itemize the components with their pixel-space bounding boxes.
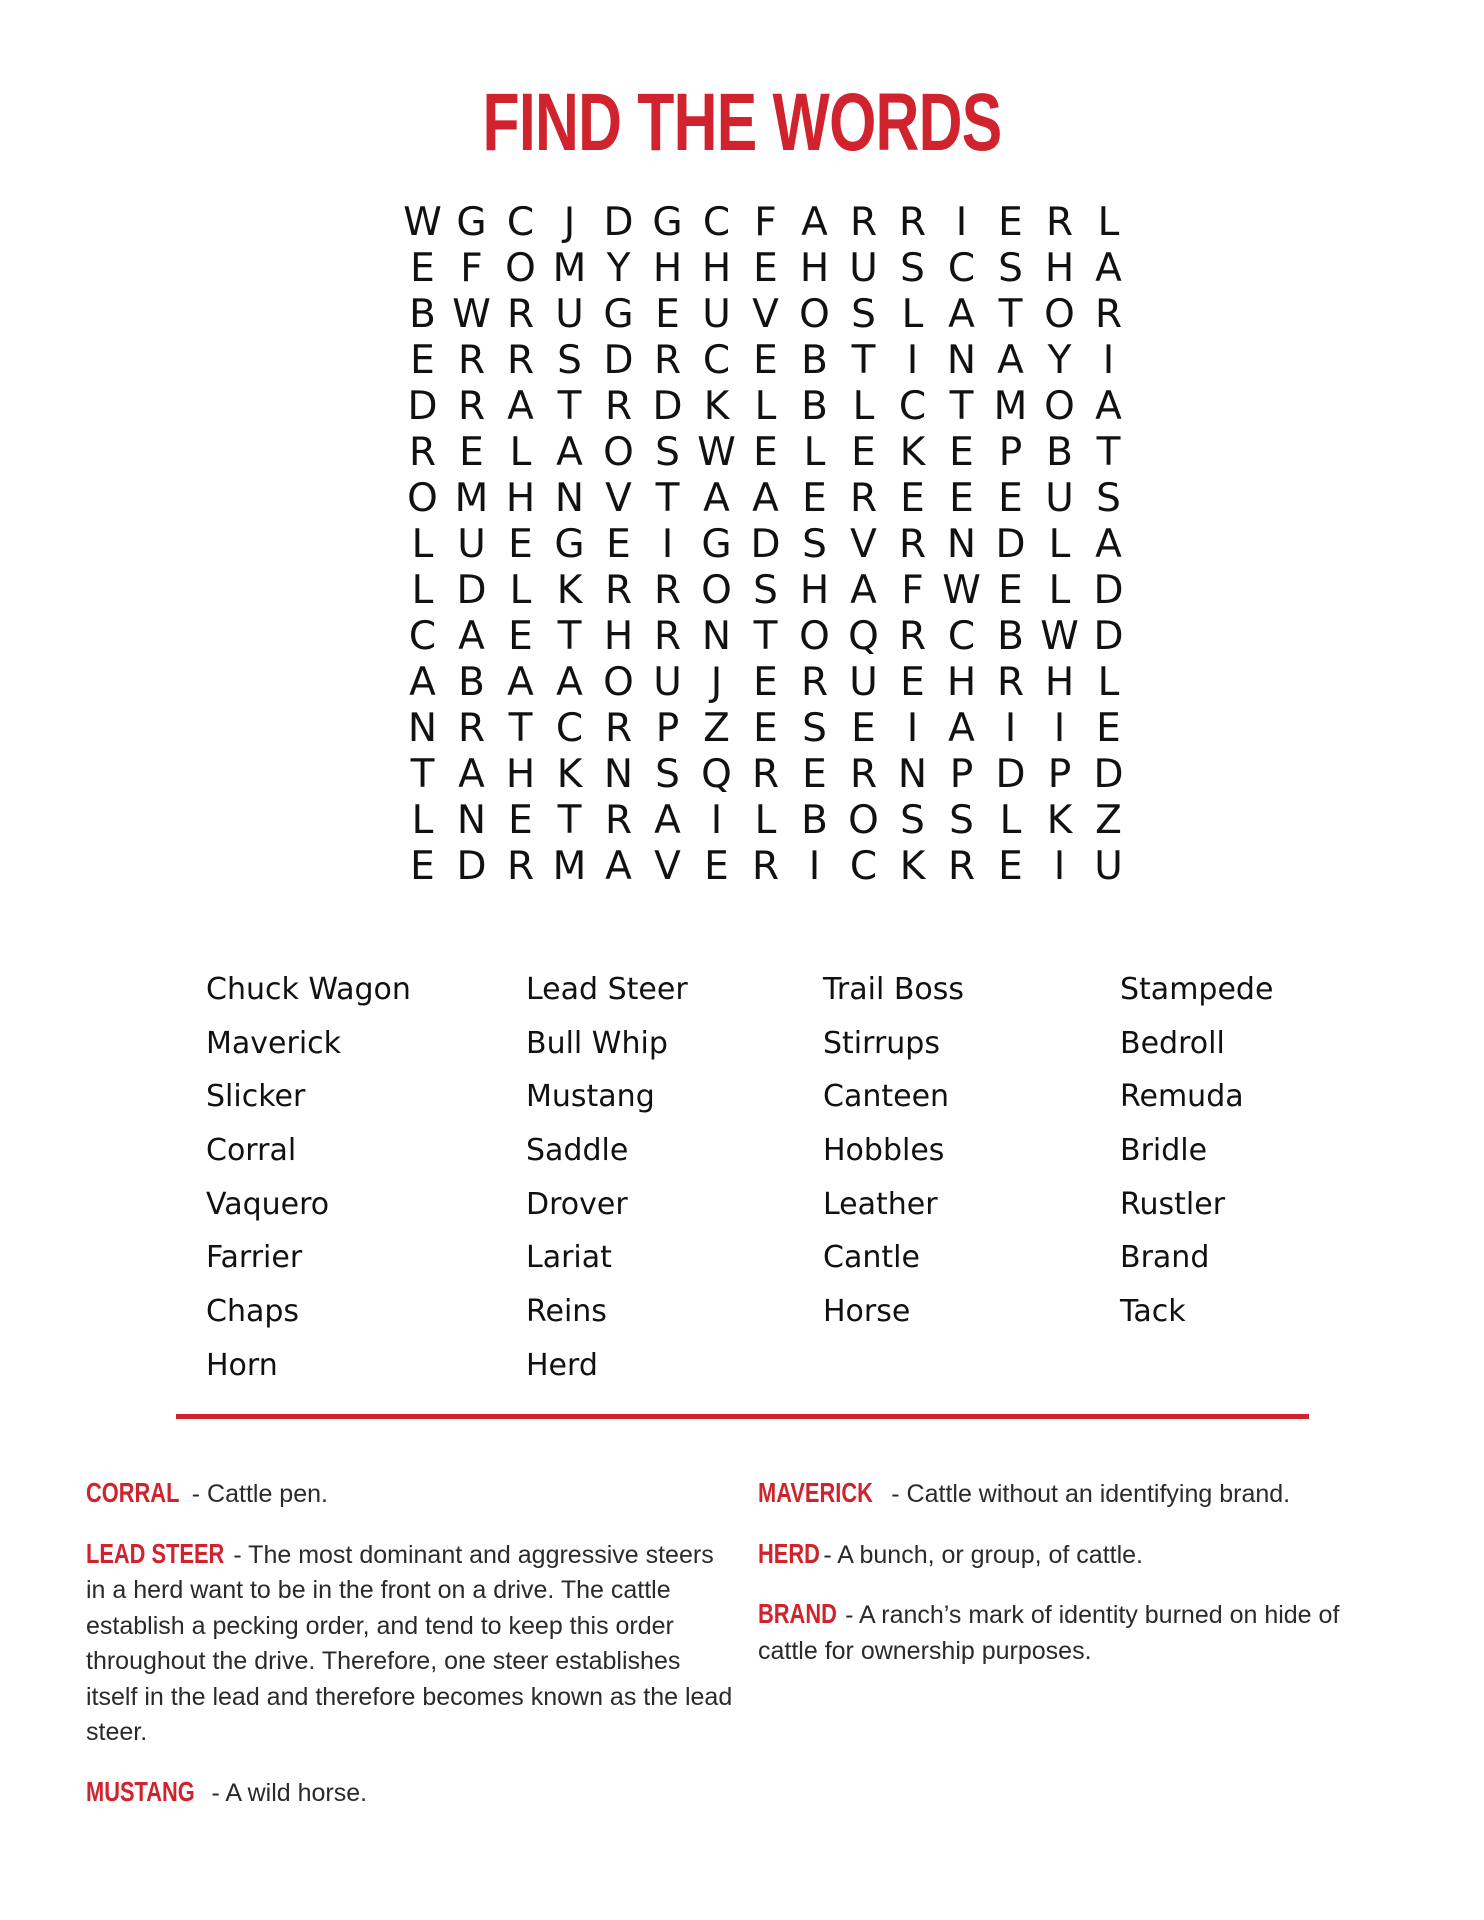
definition-brand bbox=[758, 1596, 1378, 1669]
grid-letter: L bbox=[1097, 660, 1120, 705]
grid-letter: E bbox=[655, 292, 680, 337]
word-list-item: Lariat bbox=[526, 1240, 612, 1276]
word-list-item: Slicker bbox=[206, 1079, 306, 1115]
grid-letter: B bbox=[997, 614, 1024, 659]
grid-letter: E bbox=[459, 430, 484, 475]
grid-letter: B bbox=[409, 292, 436, 337]
definition-maverick bbox=[758, 1475, 1378, 1513]
grid-letter: R bbox=[751, 752, 780, 797]
grid-letter: I bbox=[661, 522, 674, 567]
grid-letter: V bbox=[605, 476, 632, 521]
grid-letter: N bbox=[701, 614, 732, 659]
grid-letter: C bbox=[408, 614, 437, 659]
grid-letter: S bbox=[655, 752, 680, 797]
grid-letter: C bbox=[702, 200, 731, 245]
grid-letter: D bbox=[407, 384, 438, 429]
grid-letter: V bbox=[654, 844, 681, 889]
grid-letter: W bbox=[1040, 614, 1079, 659]
grid-row bbox=[398, 660, 1133, 706]
grid-letter: S bbox=[557, 338, 582, 383]
grid-letter: E bbox=[802, 476, 827, 521]
grid-letter: V bbox=[850, 522, 877, 567]
grid-letter: R bbox=[996, 660, 1025, 705]
word-search-grid bbox=[398, 200, 1133, 890]
grid-letter: N bbox=[603, 752, 634, 797]
word-list-item: Canteen bbox=[823, 1079, 950, 1115]
grid-letter: O bbox=[1044, 292, 1075, 337]
grid-letter: E bbox=[998, 476, 1023, 521]
grid-letter: M bbox=[454, 476, 489, 521]
grid-letter: T bbox=[508, 706, 533, 751]
grid-row bbox=[398, 844, 1133, 890]
grid-letter: W bbox=[942, 568, 981, 613]
grid-letter: R bbox=[1045, 200, 1074, 245]
definition-lead-steer bbox=[86, 1536, 736, 1751]
grid-letter: E bbox=[802, 752, 827, 797]
grid-letter: M bbox=[993, 384, 1028, 429]
grid-letter: K bbox=[899, 844, 926, 889]
grid-letter: E bbox=[508, 798, 533, 843]
grid-letter: R bbox=[849, 200, 878, 245]
grid-letter: O bbox=[505, 246, 536, 291]
grid-letter: H bbox=[799, 246, 830, 291]
grid-letter: E bbox=[851, 430, 876, 475]
grid-letter: R bbox=[653, 568, 682, 613]
grid-letter: A bbox=[654, 798, 681, 843]
definition-term: MUSTANG bbox=[86, 1775, 195, 1807]
grid-letter: O bbox=[603, 660, 634, 705]
definition-text: - Cattle pen. bbox=[191, 1480, 328, 1508]
grid-letter: E bbox=[508, 614, 533, 659]
grid-letter: R bbox=[849, 752, 878, 797]
grid-letter: K bbox=[1046, 798, 1073, 843]
grid-letter: L bbox=[754, 798, 777, 843]
grid-letter: E bbox=[753, 338, 778, 383]
grid-letter: J bbox=[710, 660, 723, 705]
grid-letter: N bbox=[897, 752, 928, 797]
grid-letter: A bbox=[1095, 246, 1122, 291]
grid-letter: E bbox=[410, 844, 435, 889]
grid-letter: T bbox=[753, 614, 778, 659]
grid-letter: S bbox=[851, 292, 876, 337]
grid-letter: S bbox=[949, 798, 974, 843]
word-list-item: Drover bbox=[526, 1186, 628, 1222]
grid-letter: C bbox=[947, 614, 976, 659]
grid-letter: E bbox=[704, 844, 729, 889]
grid-letter: A bbox=[409, 660, 436, 705]
word-list-column bbox=[823, 970, 964, 1346]
grid-letter: D bbox=[603, 200, 634, 245]
grid-letter: R bbox=[604, 384, 633, 429]
grid-letter: A bbox=[1095, 522, 1122, 567]
grid-letter: R bbox=[604, 568, 633, 613]
definition-term: HERD bbox=[758, 1537, 820, 1569]
grid-letter: E bbox=[753, 430, 778, 475]
grid-letter: K bbox=[899, 430, 926, 475]
grid-letter: L bbox=[411, 798, 434, 843]
grid-letter: D bbox=[995, 752, 1026, 797]
word-list-item: Saddle bbox=[526, 1133, 629, 1169]
grid-letter: R bbox=[604, 706, 633, 751]
grid-letter: L bbox=[852, 384, 875, 429]
grid-letter: N bbox=[456, 798, 487, 843]
grid-letter: E bbox=[410, 338, 435, 383]
definition-text: - Cattle without an identifying brand. bbox=[891, 1480, 1291, 1508]
grid-letter: R bbox=[506, 844, 535, 889]
grid-letter: M bbox=[552, 844, 587, 889]
grid-letter: Q bbox=[701, 752, 732, 797]
grid-letter: A bbox=[948, 706, 975, 751]
grid-letter: T bbox=[998, 292, 1023, 337]
word-list-item: Vaquero bbox=[206, 1186, 330, 1222]
grid-letter: P bbox=[998, 430, 1023, 475]
grid-letter: D bbox=[456, 568, 487, 613]
grid-letter: D bbox=[750, 522, 781, 567]
grid-letter: F bbox=[901, 568, 924, 613]
word-list-column bbox=[206, 970, 411, 1400]
grid-letter: S bbox=[1096, 476, 1121, 521]
grid-letter: L bbox=[1048, 568, 1071, 613]
grid-letter: A bbox=[752, 476, 779, 521]
grid-row bbox=[398, 200, 1133, 246]
grid-letter: H bbox=[652, 246, 683, 291]
word-list-item: Brand bbox=[1120, 1240, 1210, 1276]
grid-letter: L bbox=[509, 568, 532, 613]
grid-letter: L bbox=[999, 798, 1022, 843]
grid-letter: E bbox=[606, 522, 631, 567]
grid-letter: R bbox=[457, 384, 486, 429]
grid-letter: E bbox=[949, 476, 974, 521]
grid-letter: E bbox=[753, 246, 778, 291]
definition-term: LEAD STEER bbox=[86, 1537, 225, 1569]
grid-letter: W bbox=[403, 200, 442, 245]
grid-letter: K bbox=[703, 384, 730, 429]
grid-letter: I bbox=[1053, 844, 1066, 889]
grid-letter: E bbox=[900, 476, 925, 521]
word-list-item: Maverick bbox=[206, 1025, 342, 1061]
grid-letter: R bbox=[604, 798, 633, 843]
grid-letter: H bbox=[505, 752, 536, 797]
definition-term: CORRAL bbox=[86, 1477, 180, 1508]
word-list-item: Bull Whip bbox=[526, 1025, 668, 1061]
grid-letter: O bbox=[701, 568, 732, 613]
grid-letter: A bbox=[507, 384, 534, 429]
word-list-item: Reins bbox=[526, 1294, 607, 1330]
grid-letter: C bbox=[947, 246, 976, 291]
grid-letter: I bbox=[1102, 338, 1115, 383]
word-list-item: Corral bbox=[206, 1133, 297, 1169]
grid-letter: E bbox=[998, 568, 1023, 613]
word-list-item: Tack bbox=[1120, 1294, 1186, 1330]
grid-letter: N bbox=[554, 476, 585, 521]
definition-term: BRAND bbox=[758, 1598, 837, 1629]
grid-letter: R bbox=[1094, 292, 1123, 337]
grid-letter: N bbox=[407, 706, 438, 751]
grid-letter: T bbox=[557, 614, 582, 659]
grid-letter: W bbox=[697, 430, 736, 475]
definition-herd bbox=[758, 1536, 1378, 1574]
grid-letter: B bbox=[801, 798, 828, 843]
word-list-item: Trail Boss bbox=[823, 972, 965, 1007]
grid-letter: R bbox=[849, 476, 878, 521]
grid-letter: A bbox=[997, 338, 1024, 383]
grid-row bbox=[398, 614, 1133, 660]
grid-letter: O bbox=[603, 430, 634, 475]
grid-letter: F bbox=[460, 246, 483, 291]
grid-letter: T bbox=[1096, 430, 1121, 475]
grid-letter: Y bbox=[606, 246, 631, 291]
grid-letter: H bbox=[1044, 660, 1075, 705]
word-list-item: Bedroll bbox=[1120, 1025, 1225, 1061]
word-list-item: Farrier bbox=[206, 1240, 303, 1276]
definitions-right-column bbox=[758, 1475, 1378, 1692]
grid-letter: L bbox=[1097, 200, 1120, 245]
grid-letter: I bbox=[1004, 706, 1017, 751]
grid-letter: K bbox=[556, 568, 583, 613]
definition-mustang bbox=[86, 1774, 736, 1812]
word-list bbox=[206, 970, 1356, 1400]
grid-letter: A bbox=[458, 614, 485, 659]
grid-letter: H bbox=[603, 614, 634, 659]
grid-letter: S bbox=[802, 522, 827, 567]
grid-letter: T bbox=[557, 384, 582, 429]
grid-letter: G bbox=[554, 522, 585, 567]
word-list-item: Stampede bbox=[1120, 972, 1274, 1007]
section-divider bbox=[176, 1414, 1309, 1419]
definitions-left-column bbox=[86, 1475, 736, 1834]
grid-letter: P bbox=[1047, 752, 1072, 797]
grid-letter: Z bbox=[703, 706, 730, 751]
word-list-item: Rustler bbox=[1120, 1186, 1226, 1222]
grid-letter: O bbox=[407, 476, 438, 521]
grid-letter: D bbox=[1093, 568, 1124, 613]
grid-letter: R bbox=[457, 338, 486, 383]
grid-letter: E bbox=[998, 200, 1023, 245]
grid-letter: U bbox=[849, 660, 878, 705]
grid-letter: U bbox=[457, 522, 486, 567]
grid-letter: U bbox=[702, 292, 731, 337]
grid-letter: R bbox=[947, 844, 976, 889]
grid-letter: E bbox=[998, 844, 1023, 889]
word-list-item: Herd bbox=[526, 1347, 598, 1383]
grid-letter: R bbox=[898, 522, 927, 567]
grid-letter: R bbox=[457, 706, 486, 751]
grid-letter: R bbox=[751, 844, 780, 889]
grid-letter: U bbox=[849, 246, 878, 291]
grid-letter: V bbox=[752, 292, 779, 337]
definition-text: - A wild horse. bbox=[211, 1778, 368, 1807]
word-list-item: Cantle bbox=[823, 1240, 920, 1276]
grid-letter: E bbox=[900, 660, 925, 705]
grid-letter: A bbox=[801, 200, 828, 245]
word-list-item: Lead Steer bbox=[526, 972, 688, 1007]
grid-row bbox=[398, 246, 1133, 292]
grid-letter: A bbox=[948, 292, 975, 337]
grid-letter: D bbox=[995, 522, 1026, 567]
grid-letter: H bbox=[946, 660, 977, 705]
grid-letter: I bbox=[906, 338, 919, 383]
word-list-item: Hobbles bbox=[823, 1133, 945, 1169]
grid-row bbox=[398, 430, 1133, 476]
grid-letter: C bbox=[702, 338, 731, 383]
grid-letter: H bbox=[1044, 246, 1075, 291]
grid-letter: S bbox=[655, 430, 680, 475]
grid-letter: O bbox=[1044, 384, 1075, 429]
grid-letter: U bbox=[1045, 476, 1074, 521]
word-list-column bbox=[1120, 970, 1273, 1346]
grid-letter: G bbox=[603, 292, 634, 337]
definition-text: - A bunch, or group, of cattle. bbox=[823, 1540, 1143, 1569]
grid-letter: D bbox=[1093, 614, 1124, 659]
grid-row bbox=[398, 568, 1133, 614]
grid-letter: T bbox=[557, 798, 582, 843]
word-list-column bbox=[526, 970, 688, 1400]
grid-letter: C bbox=[849, 844, 878, 889]
grid-letter: B bbox=[801, 338, 828, 383]
grid-letter: H bbox=[701, 246, 732, 291]
grid-letter: E bbox=[851, 706, 876, 751]
grid-row bbox=[398, 798, 1133, 844]
grid-letter: S bbox=[900, 798, 925, 843]
grid-letter: C bbox=[898, 384, 927, 429]
grid-letter: U bbox=[555, 292, 584, 337]
grid-letter: K bbox=[556, 752, 583, 797]
grid-letter: A bbox=[458, 752, 485, 797]
grid-row bbox=[398, 292, 1133, 338]
page-title: FIND THE WORDS bbox=[482, 77, 1002, 168]
grid-letter: L bbox=[754, 384, 777, 429]
grid-letter: A bbox=[850, 568, 877, 613]
grid-letter: E bbox=[949, 430, 974, 475]
grid-letter: A bbox=[1095, 384, 1122, 429]
grid-letter: M bbox=[552, 246, 587, 291]
grid-letter: I bbox=[710, 798, 723, 843]
grid-letter: A bbox=[703, 476, 730, 521]
grid-letter: O bbox=[799, 614, 830, 659]
grid-letter: L bbox=[1048, 522, 1071, 567]
grid-row bbox=[398, 522, 1133, 568]
grid-letter: W bbox=[452, 292, 491, 337]
grid-letter: A bbox=[556, 660, 583, 705]
word-list-item: Bridle bbox=[1120, 1133, 1208, 1169]
grid-letter: I bbox=[906, 706, 919, 751]
grid-letter: G bbox=[701, 522, 732, 567]
definition-text: - The most dominant and aggressive steers in a herd want to be in the front on a drive. The cattle establish a pecking order, and tend to keep this order throughout the drive. Therefore, one steer establishes itself in the lead and therefore becomes known as the lead steer. bbox=[86, 1540, 733, 1746]
grid-letter: R bbox=[898, 200, 927, 245]
grid-letter: E bbox=[1096, 706, 1121, 751]
grid-letter: T bbox=[851, 338, 876, 383]
grid-letter: Q bbox=[848, 614, 879, 659]
grid-letter: S bbox=[802, 706, 827, 751]
grid-letter: F bbox=[754, 200, 777, 245]
grid-letter: O bbox=[799, 292, 830, 337]
grid-row bbox=[398, 476, 1133, 522]
grid-letter: A bbox=[556, 430, 583, 475]
grid-letter: I bbox=[808, 844, 821, 889]
grid-letter: P bbox=[655, 706, 680, 751]
grid-letter: U bbox=[653, 660, 682, 705]
grid-letter: N bbox=[946, 522, 977, 567]
word-list-item: Remuda bbox=[1120, 1079, 1244, 1115]
grid-letter: D bbox=[1093, 752, 1124, 797]
grid-letter: A bbox=[605, 844, 632, 889]
definition-text: - A ranch’s mark of identity burned on hide of cattle for ownership purposes. bbox=[758, 1601, 1340, 1665]
grid-row bbox=[398, 706, 1133, 752]
grid-letter: Y bbox=[1047, 338, 1072, 383]
grid-letter: B bbox=[458, 660, 485, 705]
grid-row bbox=[398, 752, 1133, 798]
grid-letter: R bbox=[800, 660, 829, 705]
grid-letter: C bbox=[555, 706, 584, 751]
grid-row bbox=[398, 384, 1133, 430]
grid-letter: J bbox=[563, 200, 576, 245]
grid-letter: T bbox=[949, 384, 974, 429]
grid-letter: R bbox=[898, 614, 927, 659]
grid-letter: R bbox=[408, 430, 437, 475]
grid-letter: L bbox=[803, 430, 826, 475]
grid-letter: S bbox=[900, 246, 925, 291]
grid-letter: A bbox=[507, 660, 534, 705]
grid-letter: L bbox=[901, 292, 924, 337]
grid-letter: E bbox=[753, 706, 778, 751]
word-list-item: Leather bbox=[823, 1186, 938, 1222]
word-list-item: Horn bbox=[206, 1347, 278, 1383]
grid-letter: C bbox=[506, 200, 535, 245]
word-list-item: Horse bbox=[823, 1294, 911, 1330]
grid-letter: T bbox=[410, 752, 435, 797]
grid-letter: S bbox=[998, 246, 1023, 291]
grid-letter: H bbox=[799, 568, 830, 613]
grid-letter: E bbox=[753, 660, 778, 705]
grid-letter: R bbox=[653, 338, 682, 383]
word-list-item: Mustang bbox=[526, 1079, 655, 1115]
grid-row bbox=[398, 338, 1133, 384]
grid-letter: R bbox=[653, 614, 682, 659]
grid-letter: B bbox=[1046, 430, 1073, 475]
grid-letter: G bbox=[456, 200, 487, 245]
word-list-item: Chaps bbox=[206, 1294, 300, 1330]
grid-letter: H bbox=[505, 476, 536, 521]
grid-letter: L bbox=[411, 522, 434, 567]
grid-letter: D bbox=[603, 338, 634, 383]
grid-letter: S bbox=[753, 568, 778, 613]
grid-letter: B bbox=[801, 384, 828, 429]
grid-letter: T bbox=[655, 476, 680, 521]
grid-letter: G bbox=[652, 200, 683, 245]
grid-letter: I bbox=[1053, 706, 1066, 751]
definition-term: MAVERICK bbox=[758, 1477, 873, 1508]
grid-letter: I bbox=[955, 200, 968, 245]
grid-letter: U bbox=[1094, 844, 1123, 889]
grid-letter: Z bbox=[1095, 798, 1122, 843]
grid-letter: P bbox=[949, 752, 974, 797]
grid-letter: E bbox=[410, 246, 435, 291]
grid-letter: L bbox=[411, 568, 434, 613]
grid-letter: E bbox=[508, 522, 533, 567]
grid-letter: L bbox=[509, 430, 532, 475]
definition-corral bbox=[86, 1475, 736, 1513]
grid-letter: D bbox=[652, 384, 683, 429]
grid-letter: N bbox=[946, 338, 977, 383]
grid-letter: R bbox=[506, 338, 535, 383]
grid-letter: O bbox=[848, 798, 879, 843]
grid-letter: D bbox=[456, 844, 487, 889]
word-list-item: Stirrups bbox=[823, 1025, 940, 1061]
grid-letter: R bbox=[506, 292, 535, 337]
word-list-item: Chuck Wagon bbox=[206, 972, 411, 1007]
